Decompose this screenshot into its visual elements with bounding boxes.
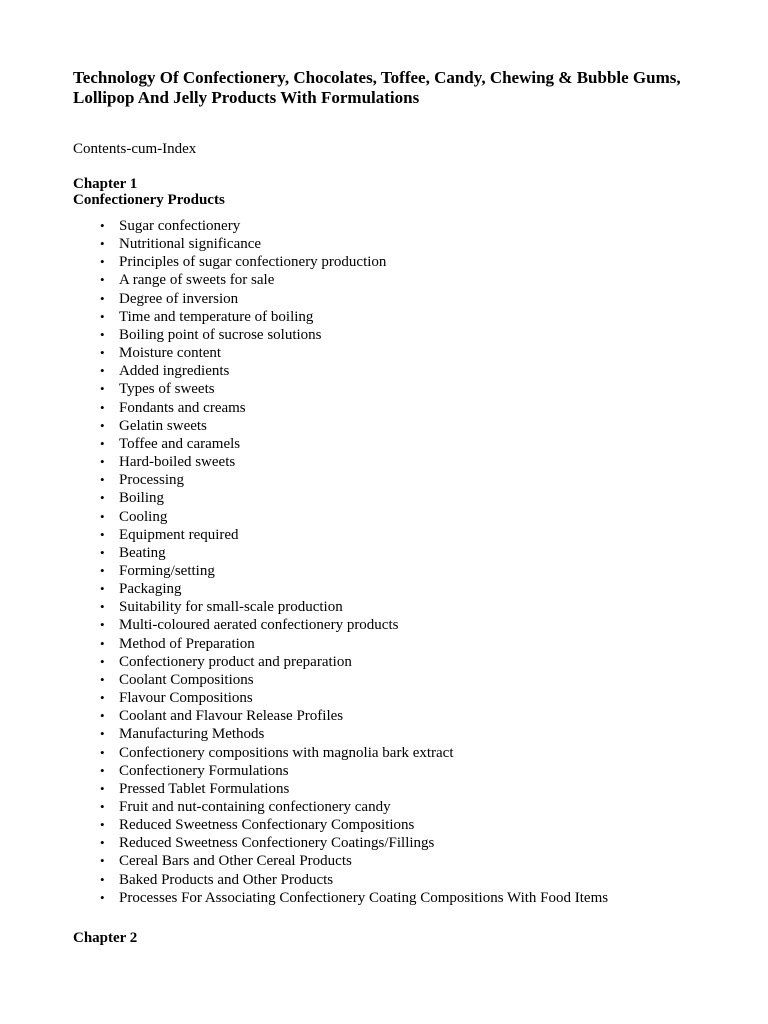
list-item-label: Multi-coloured aerated confectionery products — [119, 617, 399, 634]
bullet-icon: • — [100, 218, 105, 233]
list-item — [100, 326, 693, 344]
chapter-2-number: Chapter 2 — [73, 929, 138, 946]
list-item — [100, 562, 693, 580]
bullet-icon: • — [100, 799, 105, 814]
list-item — [100, 308, 693, 326]
list-item — [100, 744, 693, 762]
bullet-icon: • — [100, 562, 105, 578]
list-item-label: Packaging — [119, 581, 182, 598]
bullet-icon: • — [100, 254, 105, 270]
list-item-label: Cooling — [119, 508, 168, 525]
list-item-label: Flavour Compositions — [119, 690, 253, 707]
bullet-icon: • — [100, 381, 105, 397]
bullet-icon: • — [100, 780, 105, 796]
bullet-icon: • — [100, 454, 105, 470]
bullet-icon: • — [100, 272, 105, 288]
list-item — [100, 725, 693, 743]
list-item-label: Types of sweets — [119, 381, 215, 398]
list-item-label: Nutritional significance — [119, 236, 262, 253]
bullet-icon: • — [100, 889, 105, 905]
list-item — [100, 816, 693, 834]
list-item-label: A range of sweets for sale — [119, 272, 275, 289]
list-item — [100, 707, 693, 725]
bullet-icon: • — [100, 236, 105, 252]
list-item — [100, 653, 693, 671]
bullet-icon: • — [100, 671, 105, 687]
bullet-icon: • — [100, 399, 105, 415]
list-item — [100, 380, 693, 398]
bullet-icon: • — [100, 762, 105, 778]
list-item — [100, 889, 693, 907]
bullet-icon: • — [100, 835, 105, 851]
chapter-1-title: Confectionery Products — [73, 192, 225, 208]
list-item-label: Confectionery compositions with magnolia bark extract — [119, 744, 454, 761]
contents-heading: Contents-cum-Index — [73, 141, 197, 157]
bullet-icon: • — [100, 635, 105, 651]
chapter-1-number: Chapter 1 — [73, 176, 138, 192]
bullet-icon: • — [100, 744, 105, 760]
list-item — [100, 616, 693, 634]
list-item-label: Time and temperature of boiling — [119, 308, 314, 325]
bullet-icon: • — [100, 871, 105, 887]
bullet-icon: • — [100, 544, 105, 560]
bullet-icon: • — [100, 726, 105, 742]
list-item — [100, 635, 693, 653]
list-item-label: Suitability for small-scale production — [119, 599, 343, 616]
list-item — [100, 217, 693, 235]
list-item-label: Baked Products and Other Products — [119, 871, 334, 888]
list-item — [100, 834, 693, 852]
bullet-icon: • — [100, 653, 105, 669]
list-item — [100, 344, 693, 362]
bullet-icon: • — [100, 581, 105, 597]
list-item-label: Coolant Compositions — [119, 671, 254, 688]
bullet-icon: • — [100, 363, 105, 379]
list-item-label: Processes For Associating Confectionery Coating Compositions With Food Items — [119, 889, 609, 906]
list-item-label: Equipment required — [119, 526, 239, 543]
list-item-label: Reduced Sweetness Confectionery Coatings/Fillings — [119, 835, 435, 852]
list-item-label: Processing — [119, 472, 184, 489]
list-item-label: Coolant and Flavour Release Profiles — [119, 708, 344, 725]
list-item — [100, 871, 693, 889]
list-item-label: Confectionery Formulations — [119, 762, 289, 779]
list-item-label: Forming/setting — [119, 562, 215, 579]
list-item-label: Gelatin sweets — [119, 417, 207, 434]
bullet-icon: • — [100, 435, 105, 451]
bullet-icon: • — [100, 508, 105, 524]
chapter-1-section — [73, 176, 693, 907]
list-item-label: Pressed Tablet Formulations — [119, 780, 290, 797]
list-item-label: Hard-boiled sweets — [119, 454, 236, 471]
list-item-label: Sugar confectionery — [119, 218, 241, 234]
bullet-icon: • — [100, 308, 105, 324]
bullet-icon: • — [100, 526, 105, 542]
bullet-icon: • — [100, 326, 105, 342]
list-item-label: Cereal Bars and Other Cereal Products — [119, 853, 352, 870]
bullet-icon: • — [100, 290, 105, 306]
list-item-label: Reduced Sweetness Confectionary Compositions — [119, 817, 415, 834]
list-item — [100, 852, 693, 870]
list-item — [100, 598, 693, 616]
list-item — [100, 689, 693, 707]
document-title: Technology Of Confectionery, Chocolates, Toffee, Candy, Chewing & Bubble Gums, Lollipop And Jelly Products With Formulations — [73, 68, 681, 107]
bullet-icon: • — [100, 417, 105, 433]
list-item — [100, 508, 693, 526]
list-item-label: Moisture content — [119, 345, 222, 362]
list-item — [100, 435, 693, 453]
list-item — [100, 471, 693, 489]
list-item-label: Confectionery product and preparation — [119, 653, 352, 670]
bullet-icon: • — [100, 472, 105, 488]
list-item — [100, 290, 693, 308]
bullet-icon: • — [100, 617, 105, 633]
list-item — [100, 489, 693, 507]
list-item-label: Fruit and nut-containing confectionery candy — [119, 799, 391, 815]
list-item-label: Fondants and creams — [119, 399, 246, 416]
list-item — [100, 780, 693, 798]
list-item — [100, 253, 693, 271]
list-item — [100, 762, 693, 780]
list-item-label: Added ingredients — [119, 363, 230, 380]
list-item — [100, 544, 693, 562]
bullet-icon: • — [100, 490, 105, 506]
bullet-icon: • — [100, 345, 105, 361]
bullet-icon: • — [100, 853, 105, 869]
list-item-label: Principles of sugar confectionery production — [119, 254, 387, 271]
document-page — [73, 68, 693, 947]
chapter-1-topic-list — [73, 217, 693, 907]
list-item-label: Boiling point of sucrose solutions — [119, 326, 322, 343]
list-item-label: Manufacturing Methods — [119, 726, 265, 743]
list-item — [100, 453, 693, 471]
list-item — [100, 271, 693, 289]
chapter-2-section — [73, 930, 693, 947]
list-item — [100, 399, 693, 417]
list-item — [100, 671, 693, 689]
bullet-icon: • — [100, 599, 105, 615]
list-item-label: Method of Preparation — [119, 635, 255, 652]
list-item — [100, 798, 693, 816]
list-item — [100, 526, 693, 544]
list-item — [100, 417, 693, 435]
bullet-icon: • — [100, 708, 105, 724]
list-item-label: Boiling — [119, 490, 165, 507]
list-item — [100, 235, 693, 253]
list-item-label: Degree of inversion — [119, 290, 239, 307]
bullet-icon: • — [100, 817, 105, 833]
list-item — [100, 580, 693, 598]
list-item-label: Toffee and caramels — [119, 435, 241, 452]
bullet-icon: • — [100, 690, 105, 706]
list-item-label: Beating — [119, 544, 166, 561]
list-item — [100, 362, 693, 380]
